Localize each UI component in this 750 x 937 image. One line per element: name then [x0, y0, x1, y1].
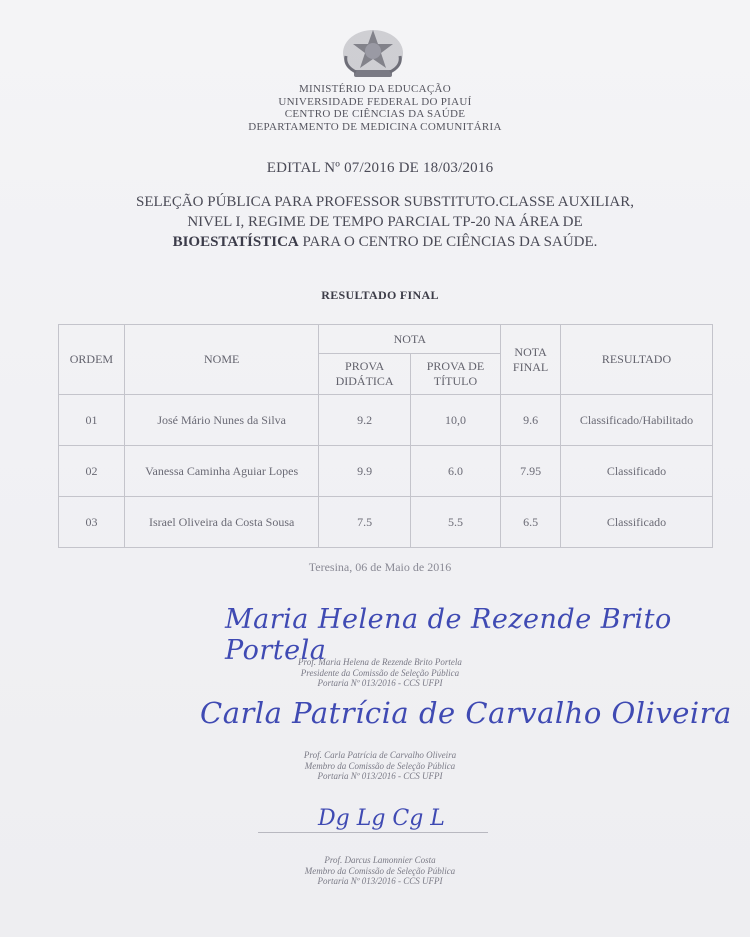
- cell-titulo: 6.0: [410, 446, 500, 497]
- selection-line-2: NIVEL I, REGIME DE TEMPO PARCIAL TP-20 NA ÁREA DE: [187, 214, 583, 230]
- header-prova-didatica: PROVA DIDÁTICA: [319, 354, 410, 395]
- cell-didatica: 7.5: [319, 497, 410, 548]
- cell-final: 7.95: [501, 446, 561, 497]
- header-line-centro: CENTRO DE CIÊNCIAS DA SAÚDE: [284, 108, 466, 120]
- institution-header: [0, 83, 750, 133]
- table-row: [59, 497, 713, 548]
- table-row: [59, 395, 713, 446]
- cell-ordem: 02: [59, 446, 125, 497]
- table-row: [59, 446, 713, 497]
- header-nota-final: NOTA FINAL: [501, 325, 561, 395]
- cell-ordem: 03: [59, 497, 125, 548]
- cell-ordem: 01: [59, 395, 125, 446]
- cell-nome: José Mário Nunes da Silva: [124, 395, 319, 446]
- signatory-block-member-2: [0, 855, 750, 887]
- header-nota: NOTA: [319, 325, 501, 354]
- cell-nome: Israel Oliveira da Costa Sousa: [124, 497, 319, 548]
- signatory-role: Presidente da Comissão de Seleção Pública: [300, 667, 460, 678]
- signature-president: Maria Helena de Rezende Brito Portela: [225, 604, 672, 666]
- selection-line-1: SELEÇÃO PÚBLICA PARA PROFESSOR SUBSTITUTO.CLASSE AUXILIAR,: [135, 194, 635, 210]
- results-table: [58, 324, 713, 548]
- date-location-line: Teresina, 06 de Maio de 2016: [308, 560, 452, 574]
- cell-resultado: Classificado: [560, 446, 712, 497]
- signatory-role: Membro da Comissão de Seleção Pública: [304, 865, 456, 876]
- cell-resultado: Classificado/Habilitado: [560, 395, 712, 446]
- signature-member-2: Dg Lg Cg L: [318, 806, 445, 831]
- header-line-universidade: UNIVERSIDADE FEDERAL DO PIAUÍ: [278, 95, 472, 108]
- signatory-portaria: Portaria Nº 013/2016 - CCS UFPI: [317, 771, 443, 781]
- signatory-portaria: Portaria Nº 013/2016 - CCS UFPI: [317, 678, 443, 688]
- cell-resultado: Classificado: [560, 497, 712, 548]
- table-header-row: [59, 325, 713, 354]
- header-line-ministerio: MINISTÉRIO DA EDUCAÇÃO: [298, 83, 452, 95]
- header-ordem: ORDEM: [59, 325, 125, 395]
- cell-didatica: 9.9: [319, 446, 410, 497]
- final-result-title: RESULTADO FINAL: [321, 288, 439, 302]
- header-nome: NOME: [124, 325, 319, 395]
- brazil-coat-of-arms-emblem: [340, 26, 406, 82]
- signatory-name: Prof. Carla Patrícia de Carvalho Oliveira: [303, 750, 457, 760]
- signature-line: [258, 832, 488, 833]
- signatory-block-member-1: [0, 750, 750, 782]
- cell-nome: Vanessa Caminha Aguiar Lopes: [124, 446, 319, 497]
- cell-titulo: 5.5: [410, 497, 500, 548]
- cell-didatica: 9.2: [319, 395, 410, 446]
- header-resultado: RESULTADO: [560, 325, 712, 395]
- selection-description: [95, 192, 675, 252]
- signature-member-1: Carla Patrícia de Carvalho Oliveira: [200, 696, 732, 730]
- signatory-name: Prof. Maria Helena de Rezende Brito Portela: [298, 657, 462, 667]
- cell-final: 6.5: [501, 497, 561, 548]
- signatory-name: Prof. Darcus Lamonnier Costa: [324, 855, 436, 865]
- signatory-role: Membro da Comissão de Seleção Pública: [304, 760, 456, 771]
- cell-final: 9.6: [501, 395, 561, 446]
- signatory-block-president: [0, 657, 750, 689]
- cell-titulo: 10,0: [410, 395, 500, 446]
- selection-area-bold: BIOESTATÍSTICA: [172, 234, 299, 250]
- header-prova-titulo: PROVA DE TÍTULO: [410, 354, 500, 395]
- header-line-departamento: DEPARTAMENTO DE MEDICINA COMUNITÁRIA: [248, 120, 502, 133]
- signatory-portaria: Portaria Nº 013/2016 - CCS UFPI: [317, 876, 443, 886]
- edital-title: EDITAL Nº 07/2016 DE 18/03/2016: [266, 160, 494, 176]
- selection-line-3: PARA O CENTRO DE CIÊNCIAS DA SAÚDE.: [298, 234, 598, 250]
